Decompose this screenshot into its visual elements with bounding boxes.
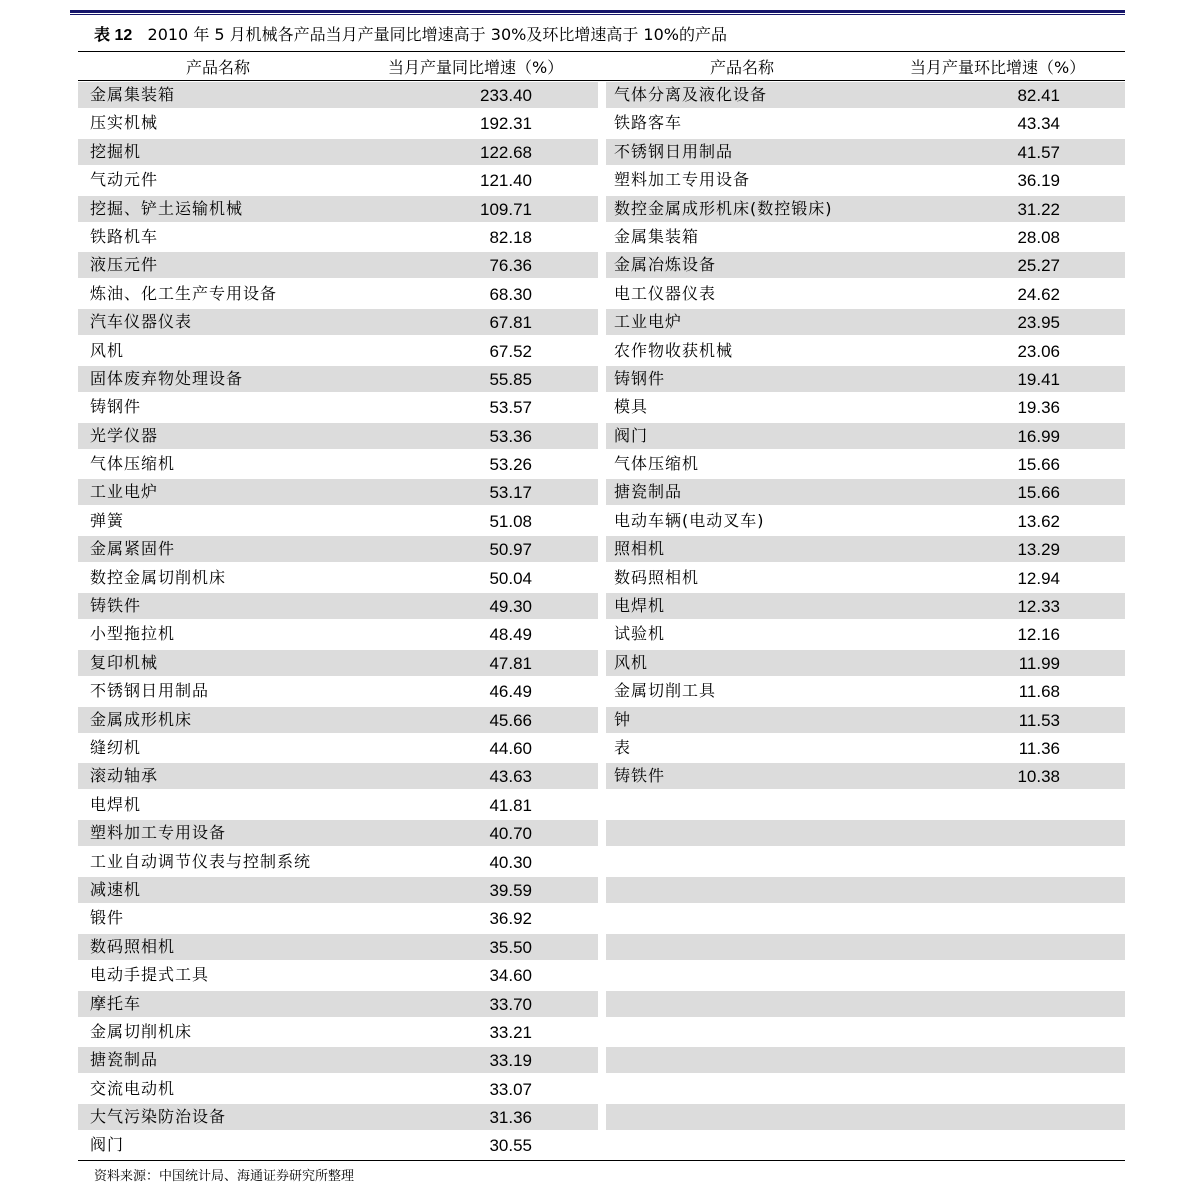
left-yoy-growth: 41.81: [489, 795, 532, 815]
left-product-name: 铸铁件: [90, 596, 142, 616]
right-product-name: 阀门: [614, 425, 649, 445]
left-yoy-growth: 82.18: [489, 227, 532, 247]
left-product-name: 铸钢件: [90, 397, 142, 417]
right-mom-growth: 16.99: [1017, 426, 1060, 446]
left-yoy-growth: 53.36: [489, 426, 532, 446]
table-row: [78, 620, 1125, 648]
left-product-name: 风机: [90, 340, 125, 360]
table-caption: [94, 22, 727, 49]
left-product-name: 铁路机车: [90, 226, 159, 246]
header-left-value: 当月产量同比增速（%）: [388, 58, 564, 77]
table-row: [78, 706, 1125, 734]
left-yoy-growth: 121.40: [480, 171, 532, 191]
left-yoy-growth: 48.49: [489, 625, 532, 645]
right-product-name: 金属冶炼设备: [614, 255, 717, 275]
right-product-name: 电焊机: [614, 596, 666, 616]
row-background-right: [606, 849, 1125, 875]
right-mom-growth: 28.08: [1017, 227, 1060, 247]
table-row: [78, 166, 1125, 194]
table-row: [78, 450, 1125, 478]
left-product-name: 气动元件: [90, 170, 159, 190]
right-mom-growth: 13.62: [1017, 511, 1060, 531]
table-row: [78, 1131, 1125, 1159]
right-mom-growth: 11.53: [1018, 710, 1060, 730]
left-yoy-growth: 53.57: [489, 398, 532, 418]
right-product-name: 电动车辆(电动叉车): [614, 510, 765, 530]
table-row: [78, 1018, 1125, 1046]
right-mom-growth: 11.36: [1018, 738, 1060, 758]
right-mom-growth: 23.95: [1017, 313, 1060, 333]
table-row: [78, 138, 1125, 166]
left-yoy-growth: 33.21: [489, 1022, 532, 1042]
table-row: [78, 762, 1125, 790]
right-product-name: 金属切削工具: [614, 681, 717, 701]
row-background-right: [606, 1076, 1125, 1102]
row-background-right: [606, 1104, 1125, 1130]
right-mom-growth: 19.36: [1017, 398, 1060, 418]
left-yoy-growth: 233.40: [480, 86, 532, 105]
left-product-name: 塑料加工专用设备: [90, 823, 227, 843]
table-row: [78, 990, 1125, 1018]
left-product-name: 锻件: [90, 908, 125, 928]
left-product-name: 小型拖拉机: [90, 624, 176, 644]
table-row: [78, 564, 1125, 592]
table-row: [78, 649, 1125, 677]
row-background-right: [606, 1132, 1125, 1158]
right-product-name: 照相机: [614, 539, 666, 559]
left-product-name: 挖掘、铲土运输机械: [90, 198, 244, 218]
left-yoy-growth: 68.30: [489, 284, 532, 304]
left-product-name: 液压元件: [90, 255, 159, 275]
table-row: [78, 1075, 1125, 1103]
left-product-name: 固体废弃物处理设备: [90, 368, 244, 388]
left-product-name: 不锈钢日用制品: [90, 681, 210, 701]
table-row: [78, 251, 1125, 279]
table-row: [78, 904, 1125, 932]
left-yoy-growth: 36.92: [489, 909, 532, 929]
left-yoy-growth: 67.52: [489, 341, 532, 361]
left-product-name: 数码照相机: [90, 936, 176, 956]
left-yoy-growth: 44.60: [489, 738, 532, 758]
row-background-right: [606, 792, 1125, 818]
right-product-name: 试验机: [614, 624, 666, 644]
right-mom-growth: 15.66: [1017, 455, 1060, 475]
left-product-name: 搪瓷制品: [90, 1050, 159, 1070]
row-background-right: [606, 991, 1125, 1017]
table-title: 2010 年 5 月机械各产品当月产量同比增速高于 30%及环比增速高于 10%的产品: [147, 25, 727, 44]
left-yoy-growth: 51.08: [489, 511, 532, 531]
right-mom-growth: 82.41: [1017, 86, 1060, 105]
table-row: [78, 933, 1125, 961]
right-product-name: 电工仪器仪表: [614, 283, 717, 303]
table-row: [78, 365, 1125, 393]
right-mom-growth: 36.19: [1017, 171, 1060, 191]
table-body: [78, 81, 1125, 1160]
left-product-name: 交流电动机: [90, 1078, 176, 1098]
table-row: [78, 677, 1125, 705]
left-yoy-growth: 34.60: [489, 966, 532, 986]
right-mom-growth: 24.62: [1017, 284, 1060, 304]
left-yoy-growth: 40.70: [489, 824, 532, 844]
left-yoy-growth: 47.81: [489, 653, 532, 673]
row-background-right: [606, 1019, 1125, 1045]
left-product-name: 金属成形机床: [90, 709, 193, 729]
left-yoy-growth: 39.59: [489, 880, 532, 900]
table-row: [78, 961, 1125, 989]
left-product-name: 炼油、化工生产专用设备: [90, 283, 278, 303]
left-product-name: 摩托车: [90, 993, 142, 1013]
table-row: [78, 337, 1125, 365]
table-row: [78, 1103, 1125, 1131]
table-row: [78, 422, 1125, 450]
right-product-name: 气体分离及液化设备: [614, 85, 768, 104]
right-mom-growth: 31.22: [1017, 199, 1060, 219]
table-row: [78, 195, 1125, 223]
left-yoy-growth: 45.66: [489, 710, 532, 730]
right-product-name: 搪瓷制品: [614, 482, 683, 502]
left-product-name: 挖掘机: [90, 141, 142, 161]
right-product-name: 铸铁件: [614, 766, 666, 786]
left-yoy-growth: 30.55: [489, 1136, 532, 1156]
table-row: [78, 1046, 1125, 1074]
table-row: [78, 791, 1125, 819]
left-yoy-growth: 55.85: [489, 369, 532, 389]
left-product-name: 压实机械: [90, 113, 159, 133]
left-product-name: 工业电炉: [90, 482, 159, 502]
right-product-name: 数码照相机: [614, 567, 700, 587]
row-background-right: [606, 905, 1125, 931]
left-yoy-growth: 33.19: [489, 1051, 532, 1071]
table-row: [78, 876, 1125, 904]
table-row: [78, 81, 1125, 109]
table-row: [78, 819, 1125, 847]
left-yoy-growth: 46.49: [489, 682, 532, 702]
left-yoy-growth: 50.97: [489, 540, 532, 560]
left-product-name: 金属切削机床: [90, 1021, 193, 1041]
left-yoy-growth: 122.68: [480, 142, 532, 162]
left-yoy-growth: 76.36: [489, 256, 532, 276]
left-product-name: 阀门: [90, 1135, 125, 1155]
left-yoy-growth: 109.71: [480, 199, 532, 219]
left-yoy-growth: 33.70: [489, 994, 532, 1014]
right-mom-growth: 15.66: [1017, 483, 1060, 503]
left-yoy-growth: 53.26: [489, 455, 532, 475]
right-mom-growth: 10.38: [1017, 767, 1060, 787]
right-product-name: 工业电炉: [614, 312, 683, 332]
left-product-name: 减速机: [90, 879, 142, 899]
table-row: [78, 848, 1125, 876]
left-product-name: 光学仪器: [90, 425, 159, 445]
right-product-name: 塑料加工专用设备: [614, 170, 751, 190]
right-mom-growth: 43.34: [1017, 114, 1060, 134]
row-background-right: [606, 877, 1125, 903]
table-bottom-rule: [78, 1160, 1125, 1161]
table-row: [78, 308, 1125, 336]
left-product-name: 金属紧固件: [90, 539, 176, 559]
left-product-name: 数控金属切削机床: [90, 567, 227, 587]
table-row: [78, 507, 1125, 535]
table-row: [78, 280, 1125, 308]
left-product-name: 工业自动调节仪表与控制系统: [90, 851, 312, 871]
row-background-right: [606, 820, 1125, 846]
left-yoy-growth: 31.36: [489, 1108, 532, 1128]
header-right-name: 产品名称: [710, 58, 775, 77]
right-mom-growth: 41.57: [1017, 142, 1060, 162]
left-product-name: 弹簧: [90, 510, 125, 530]
left-yoy-growth: 53.17: [489, 483, 532, 503]
left-yoy-growth: 35.50: [489, 937, 532, 957]
right-mom-growth: 23.06: [1017, 341, 1060, 361]
table-row: [78, 592, 1125, 620]
left-product-name: 汽车仪器仪表: [90, 312, 193, 332]
left-product-name: 缝纫机: [90, 737, 142, 757]
left-product-name: 复印机械: [90, 652, 159, 672]
row-background-right: [606, 962, 1125, 988]
left-yoy-growth: 33.07: [489, 1079, 532, 1099]
left-yoy-growth: 49.30: [489, 597, 532, 617]
left-product-name: 金属集装箱: [90, 85, 176, 104]
table-number: 表 12: [94, 27, 133, 44]
right-product-name: 金属集装箱: [614, 226, 700, 246]
left-yoy-growth: 67.81: [489, 313, 532, 333]
top-rule-thin: [70, 14, 1125, 15]
left-product-name: 电动手提式工具: [90, 965, 210, 985]
table-row: [78, 734, 1125, 762]
left-product-name: 气体压缩机: [90, 454, 176, 474]
row-background-right: [606, 1047, 1125, 1073]
header-left-name: 产品名称: [186, 58, 251, 77]
left-yoy-growth: 40.30: [489, 852, 532, 872]
right-product-name: 表: [614, 737, 632, 757]
left-product-name: 电焊机: [90, 794, 142, 814]
table-row: [78, 109, 1125, 137]
left-product-name: 滚动轴承: [90, 766, 159, 786]
right-product-name: 铁路客车: [614, 113, 683, 133]
right-mom-growth: 11.68: [1018, 682, 1060, 702]
left-yoy-growth: 43.63: [489, 767, 532, 787]
table-row: [78, 535, 1125, 563]
right-mom-growth: 11.99: [1018, 653, 1060, 673]
table-row: [78, 478, 1125, 506]
right-mom-growth: 13.29: [1017, 540, 1060, 560]
right-product-name: 不锈钢日用制品: [614, 141, 734, 161]
right-product-name: 钟: [614, 709, 632, 729]
right-product-name: 风机: [614, 652, 649, 672]
right-product-name: 模具: [614, 397, 649, 417]
right-mom-growth: 12.94: [1017, 568, 1060, 588]
left-yoy-growth: 50.04: [489, 568, 532, 588]
right-mom-growth: 12.16: [1017, 625, 1060, 645]
table-header: [78, 52, 1125, 80]
right-product-name: 气体压缩机: [614, 454, 700, 474]
table-row: [78, 223, 1125, 251]
table-row: [78, 393, 1125, 421]
left-product-name: 大气污染防治设备: [90, 1107, 227, 1127]
source-note: 资料来源：中国统计局、海通证券研究所整理: [94, 1169, 355, 1184]
right-product-name: 铸钢件: [614, 368, 666, 388]
top-rule: [70, 10, 1125, 13]
right-mom-growth: 12.33: [1017, 597, 1060, 617]
right-mom-growth: 25.27: [1017, 256, 1060, 276]
left-yoy-growth: 192.31: [480, 114, 532, 134]
row-background-right: [606, 934, 1125, 960]
header-right-value: 当月产量环比增速（%）: [910, 58, 1086, 77]
right-product-name: 数控金属成形机床(数控锻床): [614, 198, 833, 218]
right-mom-growth: 19.41: [1017, 369, 1060, 389]
right-product-name: 农作物收获机械: [614, 340, 734, 360]
cropped-header-text: [830, 0, 1040, 6]
